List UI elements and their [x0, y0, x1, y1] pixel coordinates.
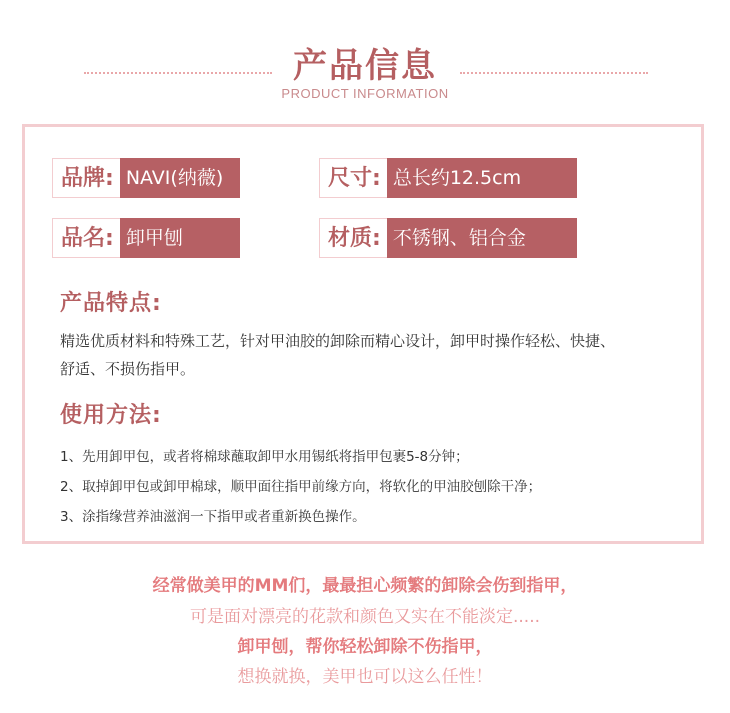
features-line-1: 精选优质材料和特殊工艺，针对甲油胶的卸除而精心设计，卸甲时操作轻松、快捷、 — [60, 332, 616, 350]
spec-material-label: 材质: — [319, 218, 387, 258]
spec-name — [52, 218, 240, 258]
usage-title: 使用方法: — [60, 403, 162, 428]
features-title: 产品特点: — [60, 291, 162, 316]
spec-size — [319, 158, 577, 198]
spec-brand — [52, 158, 240, 198]
spec-size-label: 尺寸: — [319, 158, 387, 198]
spec-size-value: 总长约12.5cm — [387, 158, 577, 198]
decorative-dotted-line-right — [460, 72, 648, 74]
usage-step-3: 3、涂指缘营养油滋润一下指甲或者重新换色操作。 — [60, 509, 366, 525]
page-subtitle: PRODUCT INFORMATION — [281, 86, 449, 101]
footer-line-3: 卸甲刨，帮你轻松卸除不伤指甲， — [237, 637, 493, 657]
page-title: 产品信息 — [293, 46, 437, 86]
features-text — [60, 327, 700, 383]
features-line-2: 舒适、不损伤指甲。 — [60, 360, 196, 378]
spec-material — [319, 218, 577, 258]
spec-name-value: 卸甲刨 — [120, 218, 240, 258]
usage-step-2: 2、取掉卸甲包或卸甲棉球，顺甲面往指甲前缘方向，将软化的甲油胶刨除干净； — [60, 479, 542, 495]
spec-material-value: 不锈钢、铝合金 — [387, 218, 577, 258]
spec-brand-label: 品牌: — [52, 158, 120, 198]
page-header — [0, 38, 730, 108]
usage-step-1: 1、先用卸甲包，或者将棉球蘸取卸甲水用锡纸将指甲包裹5-8分钟； — [60, 449, 469, 465]
spec-brand-value: NAVI(纳薇) — [120, 158, 240, 198]
footer-line-1: 经常做美甲的MM们，最最担心频繁的卸除会伤到指甲， — [152, 576, 578, 596]
footer-line-4: 想换就换，美甲也可以这么任性！ — [237, 667, 493, 687]
product-info-panel — [22, 124, 704, 544]
spec-name-label: 品名: — [52, 218, 120, 258]
footer-line-2: 可是面对漂亮的花款和颜色又实在不能淡定..... — [189, 607, 541, 627]
